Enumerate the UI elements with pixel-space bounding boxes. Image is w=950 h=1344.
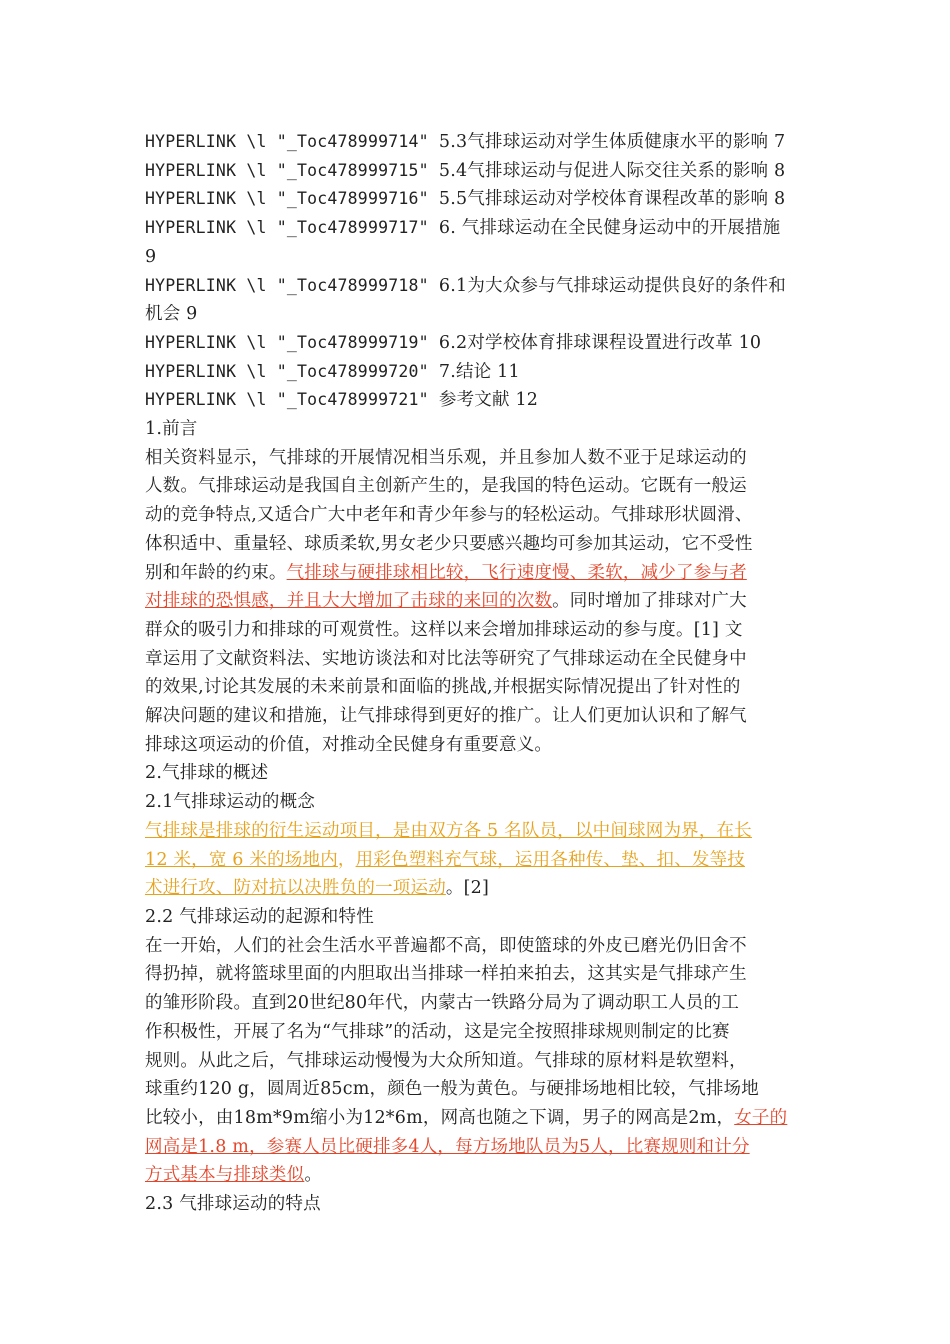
body-line: 规则。从此之后，气排球运动慢慢为大众所知道。气排球的原材料是软塑料， bbox=[145, 1050, 747, 1071]
toc-entry-text: 5.4气排球运动与促进人际交往关系的影响 8 bbox=[438, 160, 786, 181]
toc-field-code: HYPERLINK \l "_Toc478999721" bbox=[145, 390, 429, 410]
subsection-heading: 2.3 气排球运动的特点 bbox=[145, 1194, 321, 1215]
body-line bbox=[145, 559, 807, 588]
highlighted-text-orange: 气排球是排球的衍生运动项目，是由双方各 5 名队员，以中间球网为界，在长 bbox=[145, 820, 752, 841]
highlighted-text-red: 网高是1.8 m，参赛人员比硬排多4人，每方场地队员为5人，比赛规则和计分 bbox=[145, 1136, 750, 1157]
toc-entry-text: 6.1为大众参与气排球运动提供良好的条件和 bbox=[438, 275, 786, 296]
toc-entry[interactable] bbox=[145, 128, 807, 157]
body-line: 相关资料显示，气排球的开展情况相当乐观，并且参加人数不亚于足球运动的 bbox=[145, 447, 747, 468]
toc-entry-text: 6. 气排球运动在全民健身运动中的开展措施 bbox=[438, 218, 781, 239]
toc-entry-text: 7.结论 11 bbox=[438, 361, 520, 382]
toc-entry[interactable] bbox=[145, 157, 807, 186]
subsection-heading: 2.1气排球运动的概念 bbox=[145, 792, 316, 813]
toc-field-code: HYPERLINK \l "_Toc478999716" bbox=[145, 189, 429, 209]
body-line bbox=[145, 817, 807, 846]
highlighted-text-red: 气排球与硬排球相比较，飞行速度慢、柔软，减少了参与者 bbox=[286, 562, 747, 583]
body-text: 比较小，由18m*9m缩小为12*6m，网高也随之下调，男子的网高是2m， bbox=[145, 1107, 735, 1128]
body-line bbox=[145, 874, 807, 903]
toc-field-code: HYPERLINK \l "_Toc478999718" bbox=[145, 275, 429, 295]
toc-field-code: HYPERLINK \l "_Toc478999714" bbox=[145, 132, 429, 151]
body-line: 人数。气排球运动是我国自主创新产生的，是我国的特色运动。它既有一般运 bbox=[145, 476, 747, 497]
body-line bbox=[145, 1161, 807, 1190]
document-page bbox=[145, 128, 807, 1219]
body-text: 。同时增加了排球对广大 bbox=[552, 591, 747, 612]
highlighted-text-red: 女子的 bbox=[734, 1107, 788, 1128]
body-line bbox=[145, 846, 807, 875]
body-line: 作积极性，开展了名为“气排球”的活动，这是完全按照排球规则制定的比赛 bbox=[145, 1021, 730, 1042]
highlighted-text-orange: 12 米，宽 6 米的场地内 bbox=[145, 849, 338, 870]
body-line: 球重约120 g，圆周近85cm，颜色一般为黄色。与硬排场地相比较，气排场地 bbox=[145, 1079, 759, 1100]
toc-entry[interactable] bbox=[145, 185, 807, 214]
toc-entry-text: 5.5气排球运动对学校体育课程改革的影响 8 bbox=[438, 189, 786, 210]
body-line: 章运用了文献资料法、实地访谈法和对比法等研究了气排球运动在全民健身中 bbox=[145, 648, 747, 669]
body-line: 得扔掉，就将篮球里面的内胆取出当排球一样拍来拍去，这其实是气排球产生 bbox=[145, 964, 747, 985]
toc-field-code: HYPERLINK \l "_Toc478999715" bbox=[145, 160, 429, 180]
toc-entry-text: 9 bbox=[145, 246, 157, 267]
body-line: 排球这项运动的价值，对推动全民健身有重要意义。 bbox=[145, 734, 553, 755]
toc-entry[interactable] bbox=[145, 358, 807, 387]
toc-entry[interactable] bbox=[145, 329, 807, 358]
highlighted-text-orange: 用彩色塑料充气球，运用各种传、垫、扣、发等技 bbox=[355, 849, 745, 870]
highlighted-text-orange: 术进行攻、防对抗以决胜负的一项运动 bbox=[145, 878, 446, 899]
highlighted-text-red: 方式基本与排球类似 bbox=[145, 1165, 305, 1186]
citation: 。[2] bbox=[445, 878, 489, 899]
toc-entry-text: 5.3气排球运动对学生体质健康水平的影响 7 bbox=[438, 132, 786, 152]
section-heading-overview: 2.气排球的概述 bbox=[145, 763, 269, 784]
body-line: 在一开始，人们的社会生活水平普遍都不高，即使篮球的外皮已磨光仍旧舍不 bbox=[145, 935, 747, 956]
toc-entry[interactable] bbox=[145, 386, 807, 415]
body-text: ， bbox=[337, 849, 356, 870]
highlighted-text-red: 对排球的恐惧感，并且大大增加了击球的来回的次数 bbox=[145, 591, 553, 612]
body-line: 的雏形阶段。直到20世纪80年代，内蒙古一铁路分局为了调动职工人员的工 bbox=[145, 993, 740, 1014]
body-line bbox=[145, 1133, 807, 1162]
toc-entry[interactable] bbox=[145, 272, 807, 301]
body-line: 的效果,讨论其发展的未来前景和面临的挑战,并根据实际情况提出了针对性的 bbox=[145, 677, 741, 698]
body-line bbox=[145, 1104, 807, 1133]
section-heading-introduction: 1.前言 bbox=[145, 419, 198, 440]
toc-entry-text: 6.2对学校体育排球课程设置进行改革 10 bbox=[438, 332, 762, 353]
toc-field-code: HYPERLINK \l "_Toc478999719" bbox=[145, 332, 429, 352]
toc-entry[interactable] bbox=[145, 214, 807, 243]
subsection-heading: 2.2 气排球运动的起源和特性 bbox=[145, 906, 374, 927]
body-line: 动的竞争特点,又适合广大中老年和青少年参与的轻松运动。气排球形状圆滑、 bbox=[145, 505, 753, 526]
body-line: 群众的吸引力和排球的可观赏性。这样以来会增加排球运动的参与度。[1] 文 bbox=[145, 619, 743, 640]
body-text: 。 bbox=[304, 1165, 323, 1186]
toc-entry-continuation bbox=[145, 300, 807, 329]
body-line: 解决问题的建议和措施，让气排球得到更好的推广。让人们更加认识和了解气 bbox=[145, 706, 747, 727]
body-text: 别和年龄的约束。 bbox=[145, 562, 287, 583]
toc-entry-text: 机会 9 bbox=[145, 304, 198, 325]
toc-entry-continuation bbox=[145, 243, 807, 272]
toc-entry-text: 参考文献 12 bbox=[438, 390, 539, 411]
toc-field-code: HYPERLINK \l "_Toc478999720" bbox=[145, 361, 429, 381]
body-line: 体积适中、重量轻、球质柔软,男女老少只要感兴趣均可参加其运动，它不受性 bbox=[145, 533, 753, 554]
body-line bbox=[145, 587, 807, 616]
toc-field-code: HYPERLINK \l "_Toc478999717" bbox=[145, 218, 429, 238]
